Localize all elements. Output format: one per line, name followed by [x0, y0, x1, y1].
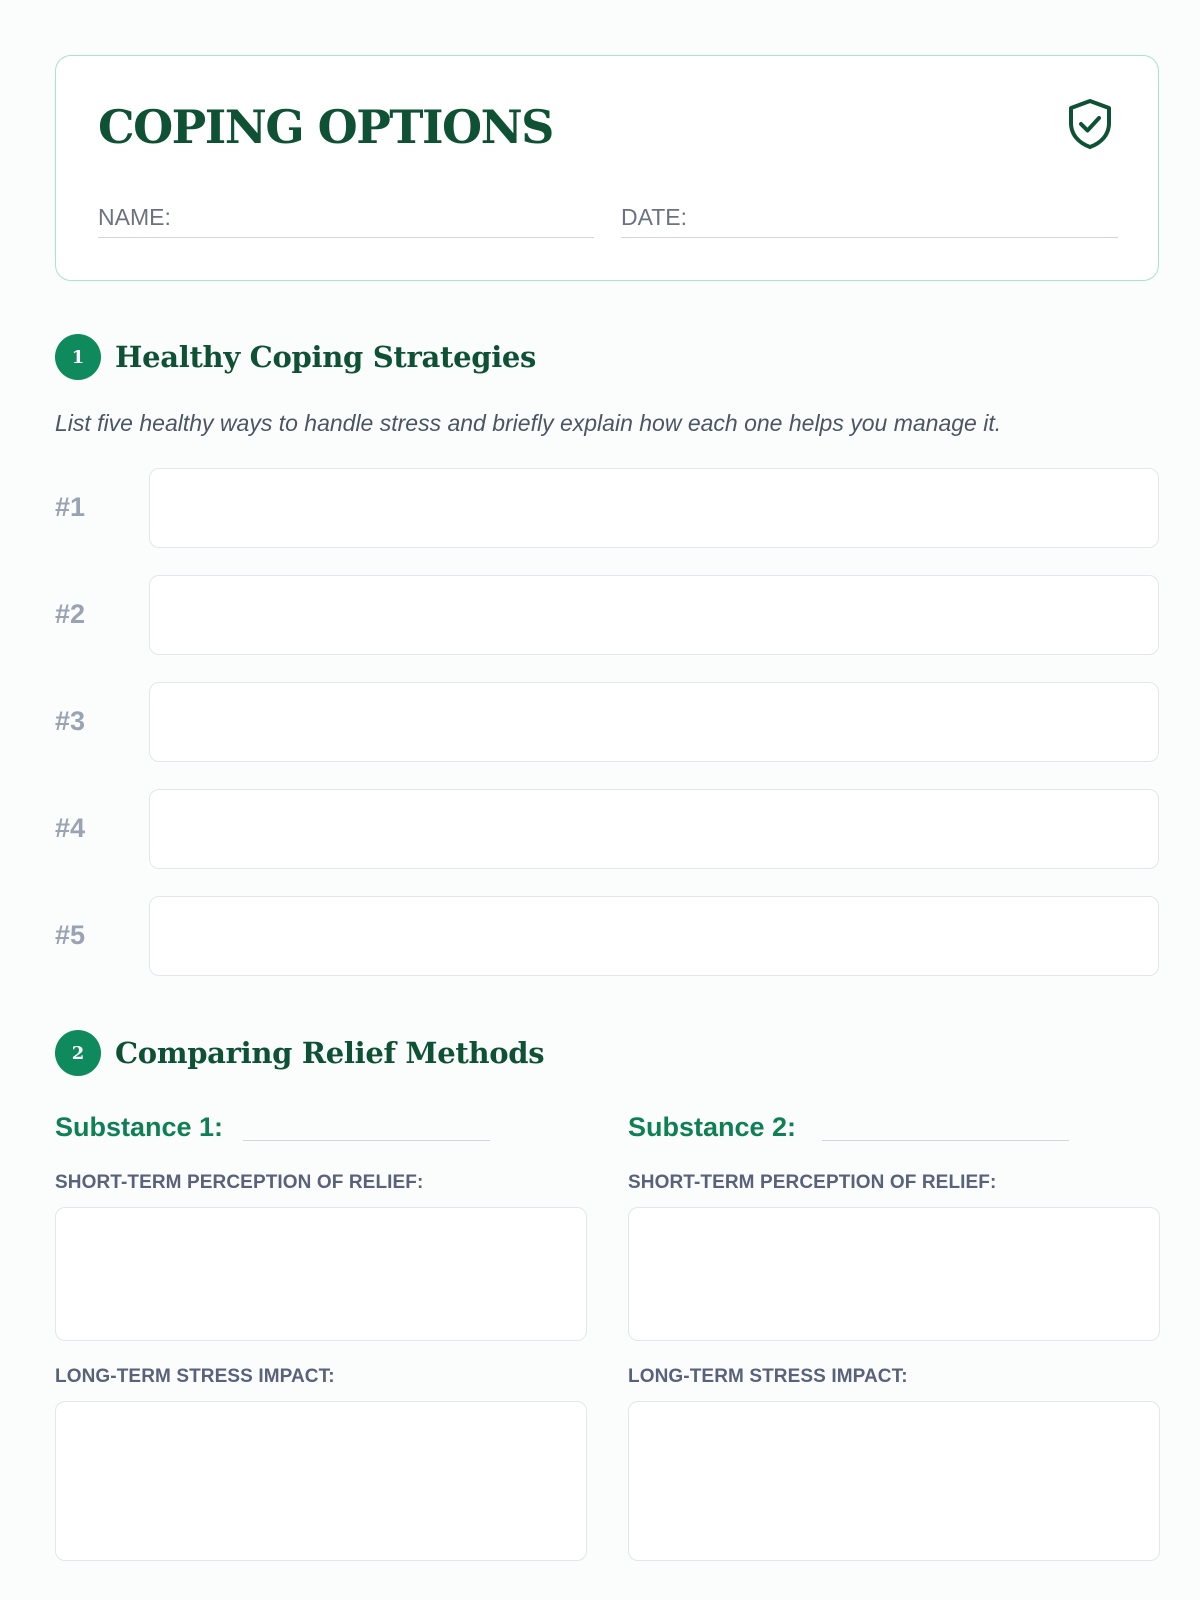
- section-2-title: Comparing Relief Methods: [115, 1036, 545, 1070]
- section-1-title: Healthy Coping Strategies: [115, 340, 537, 374]
- header-card: [55, 55, 1159, 281]
- shield-check-icon: [1066, 98, 1114, 150]
- section-2-header: [55, 1030, 544, 1076]
- strategy-number: #4: [55, 813, 86, 843]
- strategy-number: #5: [55, 920, 86, 950]
- short-term-label-2: SHORT-TERM PERCEPTION OF RELIEF:: [628, 1172, 997, 1193]
- strategy-row: [55, 575, 1159, 655]
- substance-2-input[interactable]: [822, 1140, 1069, 1141]
- date-field[interactable]: [621, 198, 1118, 238]
- strategy-input-5[interactable]: [149, 896, 1159, 976]
- long-term-label-1: LONG-TERM STRESS IMPACT:: [55, 1366, 335, 1387]
- name-field[interactable]: [98, 198, 594, 238]
- strategy-row: [55, 468, 1159, 548]
- strategy-number: #2: [55, 599, 86, 629]
- strategy-row: [55, 896, 1159, 976]
- long-term-input-2[interactable]: [628, 1401, 1160, 1561]
- short-term-input-1[interactable]: [55, 1207, 587, 1341]
- name-label: NAME:: [98, 204, 171, 230]
- substance-2-column: [628, 1106, 1160, 1387]
- strategy-input-1[interactable]: [149, 468, 1159, 548]
- substance-2-label: Substance 2:: [628, 1112, 797, 1142]
- strategy-input-3[interactable]: [149, 682, 1159, 762]
- section-2-badge: 2: [55, 1030, 101, 1076]
- strategy-number: #3: [55, 706, 86, 736]
- substance-2-row: [628, 1106, 1160, 1150]
- short-term-label-1: SHORT-TERM PERCEPTION OF RELIEF:: [55, 1172, 424, 1193]
- long-term-label-2: LONG-TERM STRESS IMPACT:: [628, 1366, 908, 1387]
- substance-1-column: [55, 1106, 587, 1387]
- section-1-header: [55, 334, 536, 380]
- strategy-input-2[interactable]: [149, 575, 1159, 655]
- strategy-row: [55, 682, 1159, 762]
- substance-1-input[interactable]: [243, 1140, 490, 1141]
- substance-1-row: [55, 1106, 587, 1150]
- strategy-number: #1: [55, 492, 86, 522]
- strategy-row: [55, 789, 1159, 869]
- page-title: COPING OPTIONS: [98, 100, 553, 154]
- section-1-instructions: List five healthy ways to handle stress and briefly explain how each one helps you manage it.: [55, 410, 1002, 436]
- strategy-input-4[interactable]: [149, 789, 1159, 869]
- long-term-input-1[interactable]: [55, 1401, 587, 1561]
- substance-1-label: Substance 1:: [55, 1112, 224, 1142]
- short-term-input-2[interactable]: [628, 1207, 1160, 1341]
- section-1-badge: 1: [55, 334, 101, 380]
- date-label: DATE:: [621, 204, 688, 230]
